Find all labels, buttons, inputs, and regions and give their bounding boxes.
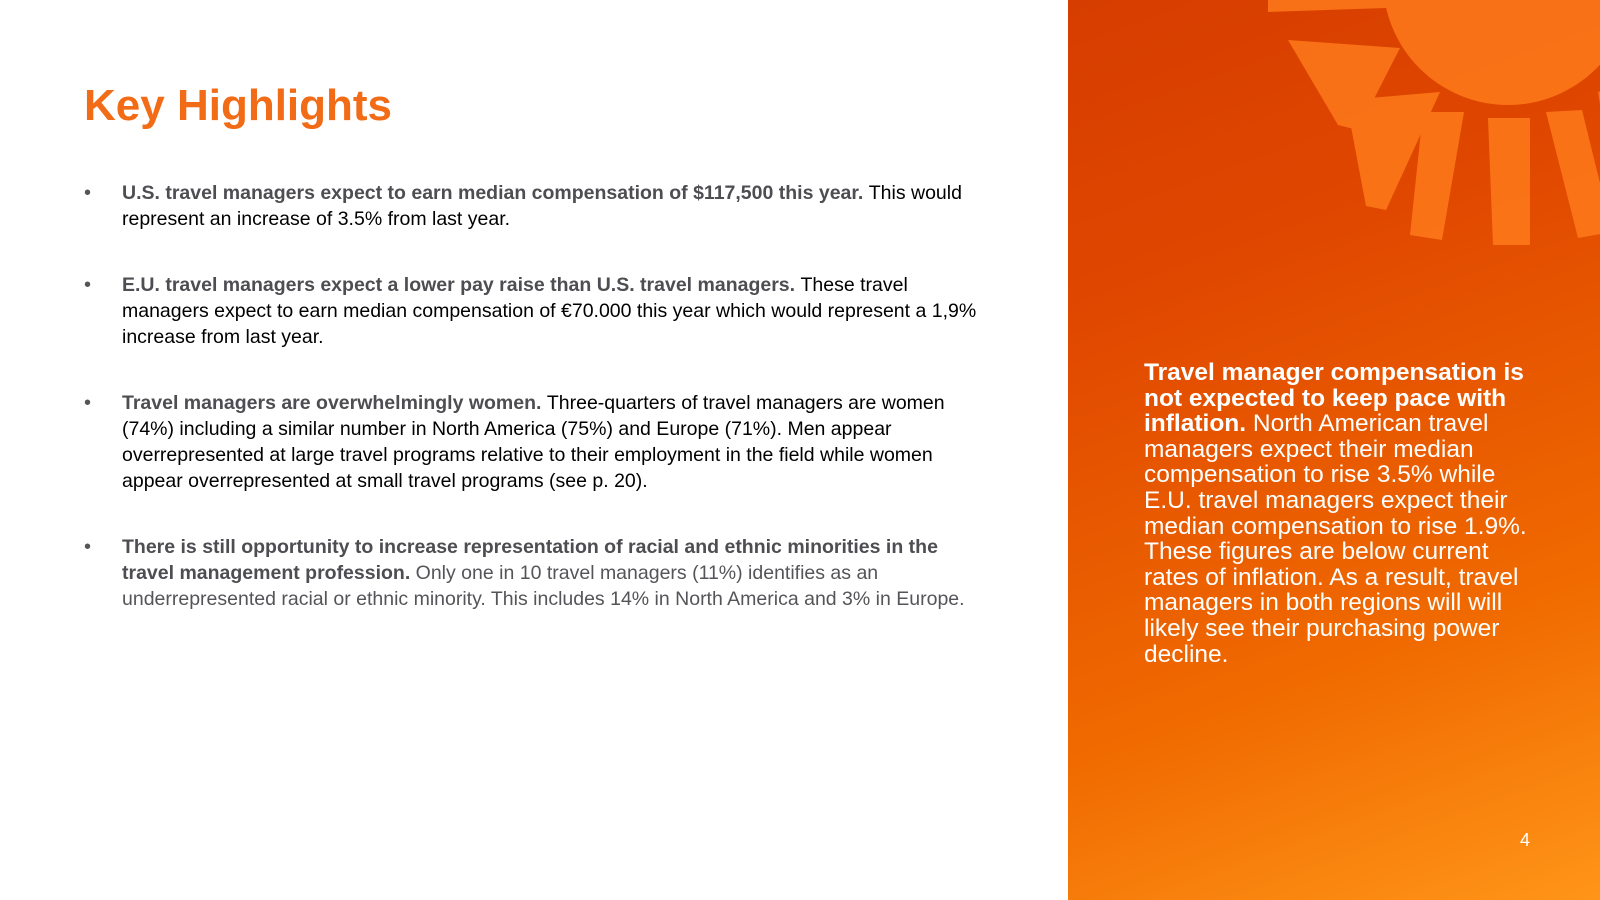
highlight-lead: There is still opportunity to increase representation of racial and ethnic minorities in the travel management profession.	[122, 536, 938, 584]
highlight-body: These travel managers expect to earn median compensation of €70.000 this year which would represent a 1,9% increase from last year.	[122, 274, 977, 348]
highlight-body: Three-quarters of travel managers are women (74%) including a similar number in North America (75%) and Europe (71%). Men appear overrepresented at large travel programs relative to their employment in the field while women appear overrepresented at small travel programs (see p. 20).	[122, 392, 945, 492]
highlight-lead: Travel managers are overwhelmingly women.	[122, 392, 547, 414]
callout-lead: Travel manager compensation is not expected to keep pace with inflation.	[1144, 359, 1524, 438]
highlight-item-gender	[84, 390, 984, 494]
highlight-body: This would represent an increase of 3.5% from last year.	[122, 182, 962, 230]
bullet-dot-icon: •	[84, 274, 92, 296]
bullet-dot-icon: •	[84, 182, 92, 204]
highlights-list	[84, 180, 984, 652]
bullet-dot-icon: •	[84, 536, 92, 558]
page-title: Key Highlights	[84, 81, 393, 130]
highlight-body: Only one in 10 travel managers (11%) identifies as an underrepresented racial or ethnic minority. This includes 14% in North America and 3% in Europe.	[122, 562, 965, 610]
highlight-item-eu-compensation	[84, 272, 984, 350]
highlight-lead: E.U. travel managers expect a lower pay raise than U.S. travel managers.	[122, 274, 801, 296]
highlight-lead: U.S. travel managers expect to earn median compensation of $117,500 this year.	[122, 182, 869, 204]
callout-body: North American travel managers expect their median compensation to rise 3.5% while E.U. travel managers expect their median compensation to rise 1.9%. These figures are below current rates of inflation. As a result, travel managers in both regions will will likely see their purchasing power decline.	[1144, 410, 1527, 668]
sun-rays-icon	[1168, 0, 1600, 260]
highlight-item-minorities	[84, 534, 984, 612]
callout-text	[1144, 360, 1544, 667]
highlight-item-us-compensation	[84, 180, 984, 232]
callout-panel	[1068, 0, 1600, 900]
page-number: 4	[1519, 830, 1530, 850]
bullet-dot-icon: •	[84, 392, 92, 414]
